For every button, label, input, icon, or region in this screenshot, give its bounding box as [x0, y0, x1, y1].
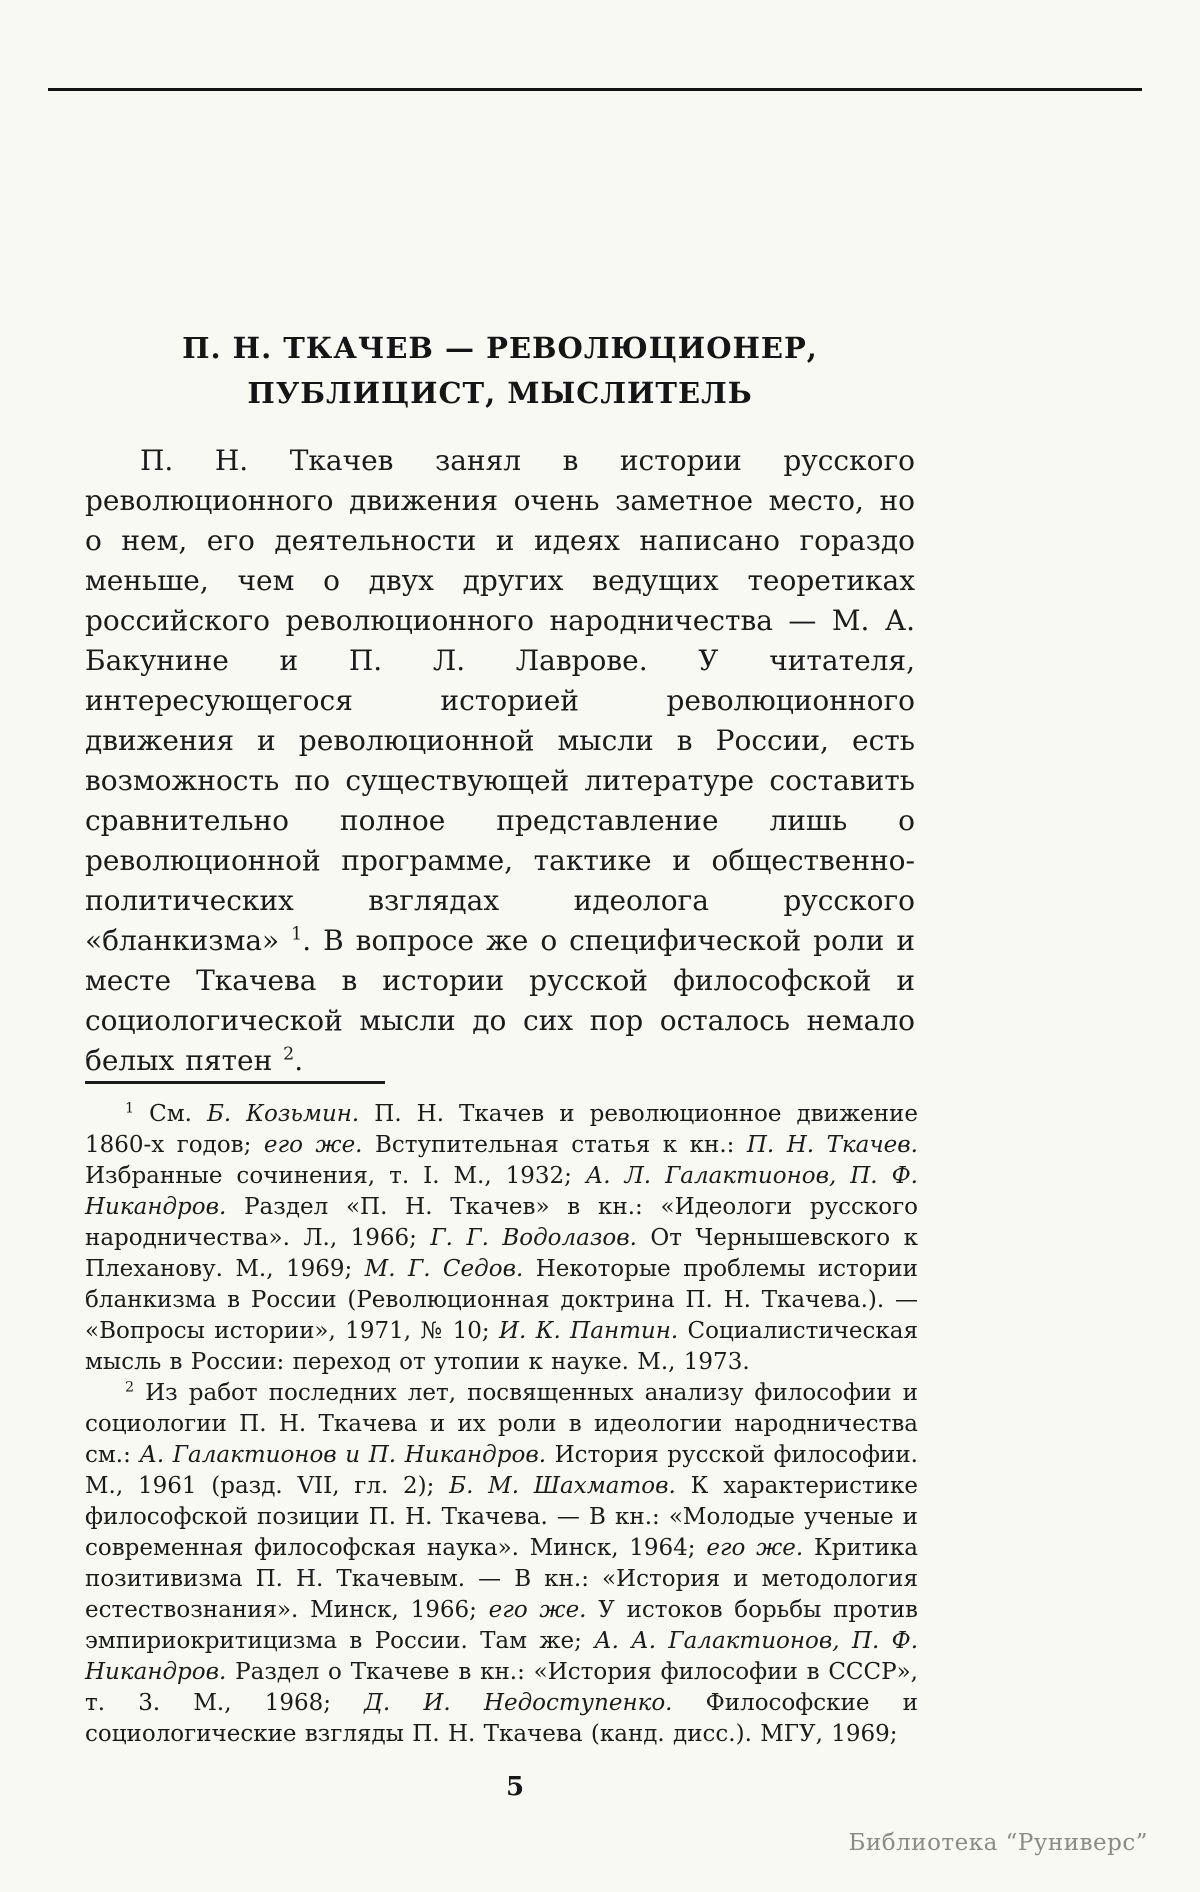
- chapter-title: [85, 326, 915, 416]
- watermark: Библиотека “Руниверс”: [848, 1830, 1148, 1856]
- footnotes-block: [85, 1099, 918, 1750]
- body-paragraph: П. Н. Ткачев занял в истории русского революционного движения очень заметное место, но о нем, его деятельности и идеях написано гораздо меньше, чем о двух других ведущих теоретиках российского революционного народничества — М. А. Бакунине и П. Л. Лаврове. У читателя, интересующегося историей революционного движения и революционной мысли в России, есть возможность по существующей литературе составить сравнительно полное представление лишь о революционной программе, тактике и общественно-политических взглядах идеолога русского «бланкизма» $^1$. В вопросе же о специфической роли и месте Ткачева в истории русской философской и социологической мысли до сих пор осталось немало белых пятен $^2$.: [85, 444, 915, 1077]
- footnote-2: $^2$ Из работ последних лет, посвященных анализу философии и социологии П. Н. Ткачева и их роли в идеологии народничества см.: А. Галактионов и П. Никандров. История русской философии. М., 1961 (разд. VII, гл. 2); Б. М. Шахматов. К характеристике философской позиции П. Н. Ткачева. — В кн.: «Молодые ученые и современная философская наука». Минск, 1964; его же. Критика позитивизма П. Н. Ткачевым. — В кн.: «История и методология естествознания». Минск, 1966; его же. У истоков борьбы против эмпириокритицизма в России. Там же; А. А. Галактионов, П. Ф. Никандров. Раздел о Ткачеве в кн.: «История философии в СССР», т. 3. М., 1968; Д. И. Недоступенко. Философские и социологические взгляды П. Н. Ткачева (канд. дисс.). МГУ, 1969;: [85, 1379, 919, 1747]
- chapter-title-line-2: ПУБЛИЦИСТ, МЫСЛИТЕЛЬ: [247, 376, 753, 410]
- footnote-separator: [85, 1081, 385, 1084]
- chapter-title-line-1: П. Н. ТКАЧЕВ — РЕВОЛЮЦИОНЕР,: [182, 331, 818, 365]
- page-number: 5: [505, 1772, 525, 1802]
- footnote-1: $^1$ См. Б. Козьмин. П. Н. Ткачев и революционное движение 1860-х годов; его же. Вступительная статья к кн.: П. Н. Ткачев. Избранные сочинения, т. I. М., 1932; А. Л. Галактионов, П. Ф. Никандров. Раздел «П. Н. Ткачев» в кн.: «Идеологи русского народничества». Л., 1966; Г. Г. Водолазов. От Чернышевского к Плеханову. М., 1969; М. Г. Седов. Некоторые проблемы истории бланкизма в России (Революционная доктрина П. Н. Ткачева.). — «Вопросы истории», 1971, № 10; И. К. Пантин. Социалистическая мысль в России: переход от утопии к науке. М., 1973.: [85, 1100, 919, 1375]
- header-rule: [48, 88, 1142, 91]
